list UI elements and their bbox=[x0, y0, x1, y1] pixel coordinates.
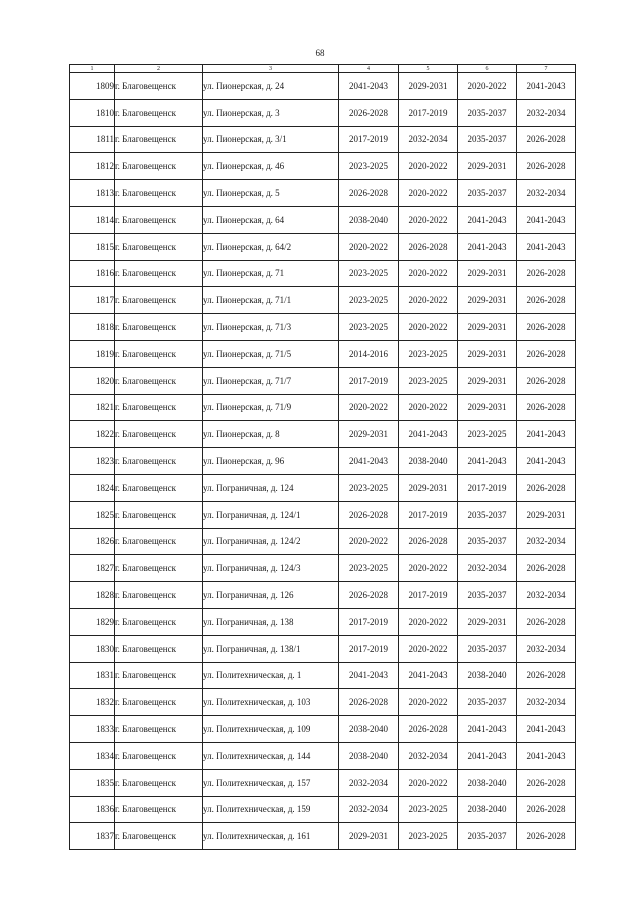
table-row bbox=[70, 206, 576, 233]
period-cell: 2029-2031 bbox=[517, 501, 576, 528]
period-cell: 2020-2022 bbox=[399, 394, 458, 421]
row-number-cell: 1835 bbox=[70, 769, 115, 796]
period-cell: 2026-2028 bbox=[399, 716, 458, 743]
period-cell: 2029-2031 bbox=[458, 608, 517, 635]
period-cell: 2017-2019 bbox=[339, 367, 399, 394]
row-number-cell: 1834 bbox=[70, 742, 115, 769]
period-cell: 2032-2034 bbox=[399, 126, 458, 153]
column-number-header-row bbox=[70, 65, 576, 73]
period-cell: 2029-2031 bbox=[458, 340, 517, 367]
period-cell: 2038-2040 bbox=[399, 448, 458, 475]
period-cell: 2041-2043 bbox=[399, 662, 458, 689]
period-cell: 2029-2031 bbox=[458, 314, 517, 341]
period-cell: 2029-2031 bbox=[339, 421, 399, 448]
column-number-header: 7 bbox=[517, 65, 576, 73]
address-cell: ул. Пионерская, д. 8 bbox=[203, 421, 339, 448]
city-cell: г. Благовещенск bbox=[115, 367, 203, 394]
period-cell: 2035-2037 bbox=[458, 823, 517, 850]
period-cell: 2032-2034 bbox=[517, 180, 576, 207]
period-cell: 2023-2025 bbox=[339, 260, 399, 287]
period-cell: 2041-2043 bbox=[339, 662, 399, 689]
column-number-header: 5 bbox=[399, 65, 458, 73]
period-cell: 2023-2025 bbox=[399, 796, 458, 823]
period-cell: 2041-2043 bbox=[458, 206, 517, 233]
period-cell: 2020-2022 bbox=[458, 73, 517, 100]
period-cell: 2020-2022 bbox=[399, 206, 458, 233]
city-cell: г. Благовещенск bbox=[115, 448, 203, 475]
address-cell: ул. Политехническая, д. 159 bbox=[203, 796, 339, 823]
period-cell: 2041-2043 bbox=[458, 742, 517, 769]
table-row bbox=[70, 555, 576, 582]
table-row bbox=[70, 716, 576, 743]
period-cell: 2038-2040 bbox=[339, 206, 399, 233]
period-cell: 2026-2028 bbox=[339, 582, 399, 609]
period-cell: 2026-2028 bbox=[399, 233, 458, 260]
address-cell: ул. Пограничная, д. 126 bbox=[203, 582, 339, 609]
period-cell: 2041-2043 bbox=[339, 73, 399, 100]
period-cell: 2032-2034 bbox=[339, 769, 399, 796]
period-cell: 2041-2043 bbox=[339, 448, 399, 475]
address-cell: ул. Пионерская, д. 3 bbox=[203, 99, 339, 126]
period-cell: 2026-2028 bbox=[517, 126, 576, 153]
period-cell: 2020-2022 bbox=[399, 260, 458, 287]
period-cell: 2023-2025 bbox=[399, 340, 458, 367]
city-cell: г. Благовещенск bbox=[115, 769, 203, 796]
address-cell: ул. Пионерская, д. 71/9 bbox=[203, 394, 339, 421]
period-cell: 2023-2025 bbox=[458, 421, 517, 448]
period-cell: 2032-2034 bbox=[517, 99, 576, 126]
table-row bbox=[70, 635, 576, 662]
period-cell: 2038-2040 bbox=[339, 742, 399, 769]
address-cell: ул. Пограничная, д. 124/3 bbox=[203, 555, 339, 582]
period-cell: 2029-2031 bbox=[458, 394, 517, 421]
column-number-header: 6 bbox=[458, 65, 517, 73]
city-cell: г. Благовещенск bbox=[115, 153, 203, 180]
period-cell: 2026-2028 bbox=[517, 260, 576, 287]
period-cell: 2038-2040 bbox=[339, 716, 399, 743]
period-cell: 2020-2022 bbox=[399, 555, 458, 582]
address-cell: ул. Пограничная, д. 138 bbox=[203, 608, 339, 635]
address-cell: ул. Пограничная, д. 124 bbox=[203, 474, 339, 501]
period-cell: 2032-2034 bbox=[399, 742, 458, 769]
city-cell: г. Благовещенск bbox=[115, 394, 203, 421]
city-cell: г. Благовещенск bbox=[115, 796, 203, 823]
row-number-cell: 1821 bbox=[70, 394, 115, 421]
city-cell: г. Благовещенск bbox=[115, 716, 203, 743]
period-cell: 2026-2028 bbox=[339, 99, 399, 126]
row-number-cell: 1822 bbox=[70, 421, 115, 448]
row-number-cell: 1817 bbox=[70, 287, 115, 314]
period-cell: 2035-2037 bbox=[458, 180, 517, 207]
period-cell: 2017-2019 bbox=[458, 474, 517, 501]
table-row bbox=[70, 180, 576, 207]
row-number-cell: 1820 bbox=[70, 367, 115, 394]
period-cell: 2041-2043 bbox=[458, 233, 517, 260]
city-cell: г. Благовещенск bbox=[115, 662, 203, 689]
period-cell: 2026-2028 bbox=[517, 340, 576, 367]
address-cell: ул. Пионерская, д. 71/1 bbox=[203, 287, 339, 314]
table-row bbox=[70, 287, 576, 314]
period-cell: 2029-2031 bbox=[339, 823, 399, 850]
period-cell: 2032-2034 bbox=[458, 555, 517, 582]
address-cell: ул. Пограничная, д. 138/1 bbox=[203, 635, 339, 662]
city-cell: г. Благовещенск bbox=[115, 608, 203, 635]
table-row bbox=[70, 769, 576, 796]
row-number-cell: 1812 bbox=[70, 153, 115, 180]
column-number-header: 1 bbox=[70, 65, 115, 73]
period-cell: 2026-2028 bbox=[517, 796, 576, 823]
period-cell: 2035-2037 bbox=[458, 99, 517, 126]
period-cell: 2041-2043 bbox=[458, 716, 517, 743]
period-cell: 2041-2043 bbox=[517, 448, 576, 475]
city-cell: г. Благовещенск bbox=[115, 233, 203, 260]
table-row bbox=[70, 126, 576, 153]
row-number-cell: 1827 bbox=[70, 555, 115, 582]
row-number-cell: 1828 bbox=[70, 582, 115, 609]
period-cell: 2038-2040 bbox=[458, 662, 517, 689]
address-cell: ул. Пионерская, д. 71/5 bbox=[203, 340, 339, 367]
city-cell: г. Благовещенск bbox=[115, 474, 203, 501]
housing-schedule-table bbox=[69, 64, 576, 850]
period-cell: 2026-2028 bbox=[517, 662, 576, 689]
period-cell: 2026-2028 bbox=[339, 501, 399, 528]
row-number-cell: 1813 bbox=[70, 180, 115, 207]
address-cell: ул. Пионерская, д. 46 bbox=[203, 153, 339, 180]
address-cell: ул. Пионерская, д. 96 bbox=[203, 448, 339, 475]
period-cell: 2017-2019 bbox=[339, 635, 399, 662]
table-row bbox=[70, 367, 576, 394]
period-cell: 2029-2031 bbox=[399, 73, 458, 100]
period-cell: 2020-2022 bbox=[339, 394, 399, 421]
table-row bbox=[70, 608, 576, 635]
row-number-cell: 1829 bbox=[70, 608, 115, 635]
period-cell: 2020-2022 bbox=[399, 287, 458, 314]
period-cell: 2026-2028 bbox=[517, 287, 576, 314]
period-cell: 2035-2037 bbox=[458, 635, 517, 662]
address-cell: ул. Политехническая, д. 157 bbox=[203, 769, 339, 796]
period-cell: 2020-2022 bbox=[399, 153, 458, 180]
period-cell: 2023-2025 bbox=[339, 153, 399, 180]
period-cell: 2035-2037 bbox=[458, 501, 517, 528]
table-row bbox=[70, 662, 576, 689]
row-number-cell: 1832 bbox=[70, 689, 115, 716]
city-cell: г. Благовещенск bbox=[115, 528, 203, 555]
table-row bbox=[70, 528, 576, 555]
period-cell: 2041-2043 bbox=[399, 421, 458, 448]
period-cell: 2035-2037 bbox=[458, 582, 517, 609]
row-number-cell: 1814 bbox=[70, 206, 115, 233]
period-cell: 2032-2034 bbox=[339, 796, 399, 823]
period-cell: 2038-2040 bbox=[458, 769, 517, 796]
period-cell: 2041-2043 bbox=[517, 206, 576, 233]
address-cell: ул. Политехническая, д. 1 bbox=[203, 662, 339, 689]
period-cell: 2017-2019 bbox=[339, 126, 399, 153]
row-number-cell: 1825 bbox=[70, 501, 115, 528]
address-cell: ул. Политехническая, д. 103 bbox=[203, 689, 339, 716]
city-cell: г. Благовещенск bbox=[115, 73, 203, 100]
period-cell: 2023-2025 bbox=[339, 474, 399, 501]
period-cell: 2035-2037 bbox=[458, 528, 517, 555]
period-cell: 2026-2028 bbox=[339, 180, 399, 207]
period-cell: 2020-2022 bbox=[399, 608, 458, 635]
row-number-cell: 1826 bbox=[70, 528, 115, 555]
row-number-cell: 1831 bbox=[70, 662, 115, 689]
period-cell: 2041-2043 bbox=[458, 448, 517, 475]
column-number-header: 4 bbox=[339, 65, 399, 73]
table-row bbox=[70, 501, 576, 528]
table-row bbox=[70, 689, 576, 716]
period-cell: 2032-2034 bbox=[517, 689, 576, 716]
page-number: 68 bbox=[315, 48, 325, 58]
period-cell: 2023-2025 bbox=[399, 367, 458, 394]
address-cell: ул. Политехническая, д. 144 bbox=[203, 742, 339, 769]
address-cell: ул. Политехническая, д. 109 bbox=[203, 716, 339, 743]
city-cell: г. Благовещенск bbox=[115, 689, 203, 716]
row-number-cell: 1836 bbox=[70, 796, 115, 823]
period-cell: 2023-2025 bbox=[399, 823, 458, 850]
table-row bbox=[70, 448, 576, 475]
table-row bbox=[70, 73, 576, 100]
row-number-cell: 1823 bbox=[70, 448, 115, 475]
table-row bbox=[70, 421, 576, 448]
period-cell: 2038-2040 bbox=[458, 796, 517, 823]
period-cell: 2035-2037 bbox=[458, 126, 517, 153]
city-cell: г. Благовещенск bbox=[115, 742, 203, 769]
period-cell: 2026-2028 bbox=[399, 528, 458, 555]
table-row bbox=[70, 260, 576, 287]
period-cell: 2026-2028 bbox=[517, 474, 576, 501]
address-cell: ул. Пограничная, д. 124/2 bbox=[203, 528, 339, 555]
period-cell: 2020-2022 bbox=[339, 233, 399, 260]
address-cell: ул. Пионерская, д. 71/3 bbox=[203, 314, 339, 341]
period-cell: 2032-2034 bbox=[517, 635, 576, 662]
city-cell: г. Благовещенск bbox=[115, 260, 203, 287]
table-row bbox=[70, 340, 576, 367]
period-cell: 2020-2022 bbox=[339, 528, 399, 555]
table-row bbox=[70, 474, 576, 501]
column-number-header: 3 bbox=[203, 65, 339, 73]
period-cell: 2020-2022 bbox=[399, 180, 458, 207]
city-cell: г. Благовещенск bbox=[115, 555, 203, 582]
period-cell: 2029-2031 bbox=[458, 260, 517, 287]
city-cell: г. Благовещенск bbox=[115, 99, 203, 126]
period-cell: 2020-2022 bbox=[399, 689, 458, 716]
period-cell: 2026-2028 bbox=[339, 689, 399, 716]
address-cell: ул. Пионерская, д. 24 bbox=[203, 73, 339, 100]
period-cell: 2041-2043 bbox=[517, 742, 576, 769]
period-cell: 2020-2022 bbox=[399, 314, 458, 341]
row-number-cell: 1816 bbox=[70, 260, 115, 287]
table-row bbox=[70, 233, 576, 260]
row-number-cell: 1833 bbox=[70, 716, 115, 743]
period-cell: 2017-2019 bbox=[399, 99, 458, 126]
address-cell: ул. Пионерская, д. 71 bbox=[203, 260, 339, 287]
period-cell: 2029-2031 bbox=[458, 153, 517, 180]
table-row bbox=[70, 394, 576, 421]
city-cell: г. Благовещенск bbox=[115, 635, 203, 662]
period-cell: 2023-2025 bbox=[339, 287, 399, 314]
period-cell: 2026-2028 bbox=[517, 555, 576, 582]
period-cell: 2029-2031 bbox=[399, 474, 458, 501]
period-cell: 2020-2022 bbox=[399, 769, 458, 796]
period-cell: 2020-2022 bbox=[399, 635, 458, 662]
period-cell: 2023-2025 bbox=[339, 555, 399, 582]
period-cell: 2041-2043 bbox=[517, 716, 576, 743]
row-number-cell: 1824 bbox=[70, 474, 115, 501]
period-cell: 2026-2028 bbox=[517, 823, 576, 850]
period-cell: 2032-2034 bbox=[517, 582, 576, 609]
city-cell: г. Благовещенск bbox=[115, 501, 203, 528]
row-number-cell: 1818 bbox=[70, 314, 115, 341]
table-row bbox=[70, 796, 576, 823]
period-cell: 2041-2043 bbox=[517, 421, 576, 448]
city-cell: г. Благовещенск bbox=[115, 823, 203, 850]
address-cell: ул. Пионерская, д. 5 bbox=[203, 180, 339, 207]
city-cell: г. Благовещенск bbox=[115, 206, 203, 233]
row-number-cell: 1810 bbox=[70, 99, 115, 126]
table-row bbox=[70, 582, 576, 609]
city-cell: г. Благовещенск bbox=[115, 180, 203, 207]
table-row bbox=[70, 314, 576, 341]
column-number-header: 2 bbox=[115, 65, 203, 73]
city-cell: г. Благовещенск bbox=[115, 314, 203, 341]
city-cell: г. Благовещенск bbox=[115, 287, 203, 314]
row-number-cell: 1819 bbox=[70, 340, 115, 367]
address-cell: ул. Пограничная, д. 124/1 bbox=[203, 501, 339, 528]
period-cell: 2029-2031 bbox=[458, 287, 517, 314]
row-number-cell: 1830 bbox=[70, 635, 115, 662]
address-cell: ул. Пионерская, д. 64/2 bbox=[203, 233, 339, 260]
period-cell: 2026-2028 bbox=[517, 367, 576, 394]
period-cell: 2017-2019 bbox=[399, 501, 458, 528]
period-cell: 2026-2028 bbox=[517, 314, 576, 341]
row-number-cell: 1837 bbox=[70, 823, 115, 850]
period-cell: 2032-2034 bbox=[517, 528, 576, 555]
table-row bbox=[70, 742, 576, 769]
city-cell: г. Благовещенск bbox=[115, 126, 203, 153]
period-cell: 2026-2028 bbox=[517, 394, 576, 421]
table-row bbox=[70, 823, 576, 850]
period-cell: 2026-2028 bbox=[517, 769, 576, 796]
table-row bbox=[70, 153, 576, 180]
period-cell: 2026-2028 bbox=[517, 153, 576, 180]
period-cell: 2014-2016 bbox=[339, 340, 399, 367]
period-cell: 2041-2043 bbox=[517, 233, 576, 260]
row-number-cell: 1811 bbox=[70, 126, 115, 153]
address-cell: ул. Пионерская, д. 64 bbox=[203, 206, 339, 233]
address-cell: ул. Пионерская, д. 71/7 bbox=[203, 367, 339, 394]
period-cell: 2029-2031 bbox=[458, 367, 517, 394]
city-cell: г. Благовещенск bbox=[115, 582, 203, 609]
period-cell: 2017-2019 bbox=[339, 608, 399, 635]
row-number-cell: 1815 bbox=[70, 233, 115, 260]
period-cell: 2041-2043 bbox=[517, 73, 576, 100]
period-cell: 2026-2028 bbox=[517, 608, 576, 635]
table-row bbox=[70, 99, 576, 126]
address-cell: ул. Политехническая, д. 161 bbox=[203, 823, 339, 850]
city-cell: г. Благовещенск bbox=[115, 340, 203, 367]
address-cell: ул. Пионерская, д. 3/1 bbox=[203, 126, 339, 153]
city-cell: г. Благовещенск bbox=[115, 421, 203, 448]
period-cell: 2023-2025 bbox=[339, 314, 399, 341]
period-cell: 2035-2037 bbox=[458, 689, 517, 716]
row-number-cell: 1809 bbox=[70, 73, 115, 100]
period-cell: 2017-2019 bbox=[399, 582, 458, 609]
